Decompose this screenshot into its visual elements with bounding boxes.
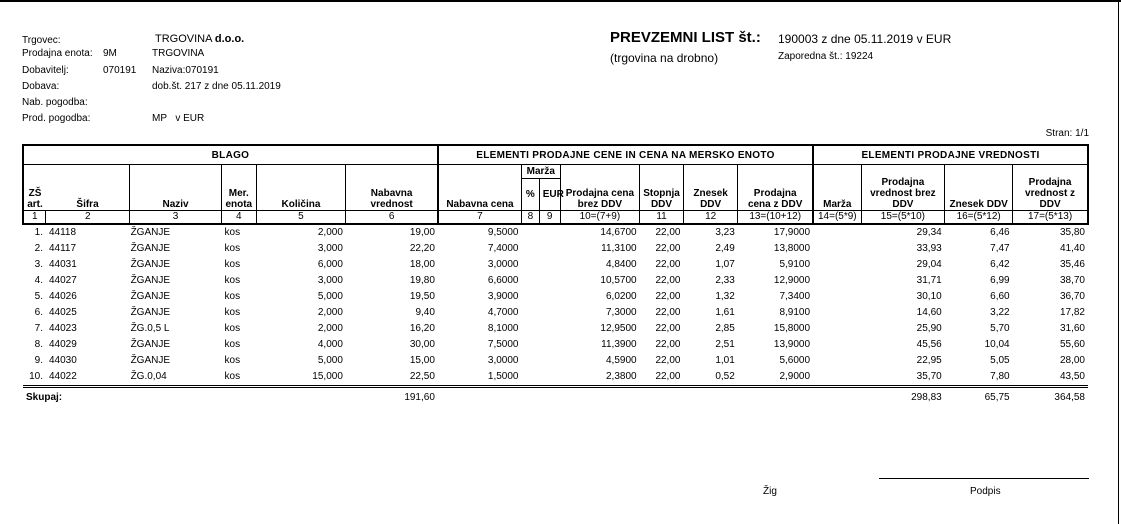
- total-pv-z-ddv: 364,58: [1013, 387, 1088, 407]
- cell-znesek-ddv: 0,52: [715, 371, 735, 382]
- cell-marza-pct: [522, 257, 540, 273]
- group-elementi-vrednosti: ELEMENTI PRODAJNE VREDNOSTI: [813, 145, 1088, 165]
- cell-pv-brez: 35,70: [916, 371, 942, 382]
- stamp-label: Žig: [763, 486, 777, 497]
- cell-marza-eur: [539, 353, 560, 369]
- cell-nabavna-vrednost: 19,50: [409, 291, 435, 302]
- dobava-label: Dobava:: [22, 81, 60, 92]
- cell-naziv: ŽGANJE: [130, 275, 171, 286]
- cell-pv-z: 31,60: [1059, 323, 1085, 334]
- top-border: [0, 0, 1121, 2]
- table-row: [23, 257, 1088, 273]
- col-header-pv-ddv: Znesek DDV: [945, 165, 1013, 211]
- page-number: Stran: 1/1: [1045, 128, 1089, 139]
- cell-sifra: 44029: [48, 339, 77, 350]
- col-header-stopnja-ddv: Stopnja DDV: [640, 165, 684, 211]
- cell-stopnja-ddv: 22,00: [655, 275, 681, 286]
- cell-prodajna-cena-z: 5,9100: [779, 259, 811, 270]
- cell-sifra: 44023: [48, 323, 77, 334]
- cell-naziv: ŽG.0,5 L: [130, 323, 170, 334]
- signature-label: Podpis: [970, 486, 1001, 497]
- column-number: 14=(5*9): [813, 211, 861, 225]
- column-header-row-top: [23, 165, 1088, 179]
- document-number: 190003 z dne 05.11.2019 v EUR: [778, 32, 952, 46]
- cell-pv-ddv: 5,70: [990, 323, 1010, 334]
- column-number: 11: [640, 211, 684, 225]
- cell-nabavna-vrednost: 30,00: [409, 339, 435, 350]
- cell-prodajna-cena-brez: 10,5700: [600, 275, 637, 286]
- cell-znesek-ddv: 3,23: [715, 227, 735, 238]
- cell-sifra: 44031: [48, 259, 77, 270]
- cell-prodajna-cena-brez: 12,9500: [600, 323, 637, 334]
- cell-mer-enota: kos: [224, 339, 241, 350]
- cell-nabavna-vrednost: 22,20: [409, 243, 435, 254]
- cell-marza-pct: [522, 224, 540, 241]
- cell-nabavna-vrednost: 15,00: [409, 355, 435, 366]
- cell-nabavna-cena: 3,0000: [487, 355, 519, 366]
- cell-naziv: ŽGANJE: [130, 259, 171, 270]
- cell-naziv: ŽGANJE: [130, 243, 171, 254]
- cell-prodajna-cena-z: 13,9000: [773, 339, 811, 350]
- cell-pv-brez: 14,60: [916, 307, 942, 318]
- cell-marza-eur: [539, 273, 560, 289]
- cell-marza-eur: [539, 257, 560, 273]
- total-pv-brez-ddv: 298,83: [861, 387, 945, 407]
- col-header-marza-pct: %: [522, 179, 540, 211]
- cell-znesek-ddv: 2,85: [715, 323, 735, 334]
- cell-mer-enota: kos: [224, 307, 241, 318]
- dobavitelj-code: 070191: [103, 65, 137, 76]
- col-header-pv-z: Prodajna vrednost z DDV: [1013, 165, 1088, 211]
- table-row: [23, 273, 1088, 289]
- trgovec-label: Trgovec:: [22, 35, 61, 46]
- cell-sifra: 44030: [48, 355, 77, 366]
- cell-marza-eur: [539, 224, 560, 241]
- cell-marza: [813, 224, 861, 241]
- group-blago: BLAGO: [23, 145, 438, 165]
- cell-prodajna-cena-z: 15,8000: [773, 323, 811, 334]
- col-header-prodajna-cena-z: Prodajna cena z DDV: [738, 165, 813, 211]
- cell-marza-eur: [539, 337, 560, 353]
- cell-nabavna-vrednost: 16,20: [409, 323, 435, 334]
- cell-marza-pct: [522, 289, 540, 305]
- cell-mer-enota: kos: [224, 243, 241, 254]
- column-number: 17=(5*13): [1013, 211, 1088, 225]
- cell-pv-ddv: 7,47: [990, 243, 1010, 254]
- cell-stopnja-ddv: 22,00: [655, 323, 681, 334]
- cell-prodajna-cena-brez: 11,3100: [601, 243, 637, 254]
- cell-sifra: 44022: [48, 371, 77, 382]
- column-number: 8: [522, 211, 540, 225]
- cell-marza-pct: [522, 337, 540, 353]
- cell-marza: [813, 241, 861, 257]
- col-header-marza: Marža: [813, 165, 861, 211]
- cell-naziv: ŽGANJE: [130, 307, 171, 318]
- cell-prodajna-cena-z: 2,9000: [779, 371, 811, 382]
- zaporedna-stevilka: Zaporedna št.: 19224: [778, 51, 874, 62]
- col-header-znesek-ddv: Znesek DDV: [683, 165, 737, 211]
- cell-row-index: 10.: [29, 371, 43, 382]
- cell-kolicina: 3,000: [317, 243, 343, 254]
- column-number: 5: [256, 211, 346, 225]
- cell-kolicina: 6,000: [317, 259, 343, 270]
- column-number-row: [23, 211, 1088, 225]
- cell-mer-enota: kos: [224, 355, 241, 366]
- cell-prodajna-cena-brez: 14,6700: [600, 227, 637, 238]
- nab-pogodba-label: Nab. pogodba:: [22, 97, 88, 108]
- cell-marza-pct: [522, 369, 540, 387]
- cell-znesek-ddv: 2,51: [715, 339, 735, 350]
- cell-marza: [813, 257, 861, 273]
- cell-marza: [813, 305, 861, 321]
- cell-stopnja-ddv: 22,00: [655, 291, 681, 302]
- column-number: 7: [438, 211, 522, 225]
- cell-mer-enota: kos: [224, 323, 241, 334]
- cell-prodajna-cena-z: 12,9000: [773, 275, 811, 286]
- cell-naziv: ŽGANJE: [130, 227, 171, 238]
- col-header-kolicina: Količina: [256, 165, 346, 211]
- cell-nabavna-cena: 1,5000: [487, 371, 519, 382]
- column-number: 16=(5*12): [945, 211, 1013, 225]
- cell-mer-enota: kos: [224, 259, 241, 270]
- cell-pv-ddv: 6,42: [990, 259, 1010, 270]
- dobava-value: dob.št. 217 z dne 05.11.2019: [152, 81, 281, 92]
- cell-prodajna-cena-z: 7,3400: [779, 291, 811, 302]
- trgovec-suffix: d.o.o.: [214, 33, 245, 45]
- cell-nabavna-vrednost: 22,50: [409, 371, 435, 382]
- cell-prodajna-cena-brez: 6,0200: [605, 291, 637, 302]
- cell-row-index: 6.: [34, 307, 43, 318]
- cell-marza: [813, 353, 861, 369]
- cell-naziv: ŽG.0,04: [130, 371, 167, 382]
- cell-marza-eur: [539, 241, 560, 257]
- col-header-mer-enota: Mer. enota: [222, 165, 256, 211]
- cell-marza: [813, 369, 861, 387]
- cell-sifra: 44025: [48, 307, 77, 318]
- col-header-pv-brez: Prodajna vrednost brez DDV: [861, 165, 945, 211]
- cell-stopnja-ddv: 22,00: [655, 371, 681, 382]
- document-title: PREVZEMNI LIST št.:: [610, 29, 761, 46]
- cell-pv-brez: 30,10: [916, 291, 942, 302]
- column-number: 2: [46, 211, 130, 225]
- cell-kolicina: 3,000: [317, 275, 343, 286]
- cell-nabavna-cena: 4,7000: [487, 307, 519, 318]
- cell-marza-eur: [539, 369, 560, 387]
- table-row: [23, 337, 1088, 353]
- cell-pv-z: 55,60: [1059, 339, 1085, 350]
- col-header-nabavna-vrednost: Nabavna vrednost: [346, 165, 438, 211]
- cell-pv-ddv: 6,46: [990, 227, 1010, 238]
- cell-row-index: 3.: [34, 259, 43, 270]
- cell-marza: [813, 289, 861, 305]
- items-table: [22, 144, 1089, 406]
- cell-pv-brez: 25,90: [916, 323, 942, 334]
- document-subtitle: (trgovina na drobno): [610, 51, 719, 65]
- cell-pv-ddv: 7,80: [990, 371, 1010, 382]
- cell-marza-eur: [539, 289, 560, 305]
- col-header-zs: ZŠ art.: [23, 165, 46, 211]
- cell-mer-enota: kos: [224, 275, 241, 286]
- cell-naziv: ŽGANJE: [130, 339, 171, 350]
- group-elementi-cene: ELEMENTI PRODAJNE CENE IN CENA NA MERSKO ENOTO: [438, 145, 813, 165]
- cell-nabavna-vrednost: 19,80: [409, 275, 435, 286]
- cell-pv-brez: 29,34: [916, 227, 942, 238]
- table-row: [23, 241, 1088, 257]
- cell-kolicina: 5,000: [317, 291, 343, 302]
- total-nabavna-vrednost: 191,60: [346, 387, 438, 407]
- cell-marza: [813, 321, 861, 337]
- cell-nabavna-cena: 6,6000: [487, 275, 519, 286]
- cell-naziv: ŽGANJE: [130, 291, 171, 302]
- total-row: [23, 387, 1088, 407]
- cell-prodajna-cena-z: 13,8000: [773, 243, 811, 254]
- cell-pv-z: 43,50: [1059, 371, 1085, 382]
- cell-prodajna-cena-z: 17,9000: [773, 227, 811, 238]
- cell-stopnja-ddv: 22,00: [655, 259, 681, 270]
- cell-pv-brez: 22,95: [916, 355, 942, 366]
- cell-prodajna-cena-z: 5,6000: [779, 355, 811, 366]
- signature-line: [879, 478, 1089, 479]
- cell-kolicina: 2,000: [317, 227, 343, 238]
- cell-row-index: 8.: [34, 339, 43, 350]
- prodajna-value: TRGOVINA: [152, 48, 205, 59]
- cell-nabavna-vrednost: 18,00: [409, 259, 435, 270]
- cell-nabavna-vrednost: 9,40: [415, 307, 435, 318]
- cell-stopnja-ddv: 22,00: [655, 243, 681, 254]
- cell-kolicina: 2,000: [317, 307, 343, 318]
- cell-pv-brez: 33,93: [916, 243, 942, 254]
- cell-znesek-ddv: 2,33: [715, 275, 735, 286]
- cell-nabavna-cena: 7,4000: [487, 243, 519, 254]
- column-number: 10=(7+9): [560, 211, 639, 225]
- cell-pv-z: 17,82: [1059, 307, 1085, 318]
- cell-pv-z: 38,70: [1059, 275, 1085, 286]
- column-number: 12: [683, 211, 737, 225]
- column-number: 3: [130, 211, 222, 225]
- column-number: 6: [346, 211, 438, 225]
- cell-row-index: 4.: [34, 275, 43, 286]
- cell-mer-enota: kos: [224, 291, 241, 302]
- cell-marza-pct: [522, 305, 540, 321]
- prod-pogodba-currency: v EUR: [175, 113, 205, 124]
- table-row: [23, 289, 1088, 305]
- cell-sifra: 44117: [48, 243, 77, 254]
- cell-prodajna-cena-brez: 7,3000: [605, 307, 637, 318]
- cell-marza-eur: [539, 305, 560, 321]
- prod-pogodba-label: Prod. pogodba:: [22, 113, 91, 124]
- cell-pv-brez: 31,71: [916, 275, 942, 286]
- cell-marza-pct: [522, 241, 540, 257]
- column-number: 9: [539, 211, 560, 225]
- cell-pv-z: 35,80: [1059, 227, 1085, 238]
- table-row: [23, 369, 1088, 387]
- column-number: 4: [222, 211, 256, 225]
- table-row: [23, 353, 1088, 369]
- cell-row-index: 9.: [34, 355, 43, 366]
- cell-prodajna-cena-brez: 11,3900: [601, 339, 637, 350]
- cell-pv-z: 28,00: [1059, 355, 1085, 366]
- cell-kolicina: 5,000: [317, 355, 343, 366]
- cell-pv-brez: 29,04: [916, 259, 942, 270]
- cell-pv-z: 41,40: [1059, 243, 1085, 254]
- cell-pv-ddv: 6,60: [990, 291, 1010, 302]
- group-header-row: [23, 145, 1088, 165]
- prod-pogodba-value: [152, 113, 204, 125]
- cell-mer-enota: kos: [224, 371, 241, 382]
- cell-nabavna-cena: 9,5000: [487, 227, 519, 238]
- cell-pv-ddv: 10,04: [984, 339, 1010, 350]
- cell-pv-brez: 45,56: [916, 339, 942, 350]
- cell-sifra: 44118: [48, 227, 77, 238]
- column-number: 13=(10+12): [738, 211, 813, 225]
- cell-nabavna-cena: 7,5000: [487, 339, 519, 350]
- cell-prodajna-cena-brez: 4,8400: [605, 259, 637, 270]
- cell-stopnja-ddv: 22,00: [655, 307, 681, 318]
- cell-marza-pct: [522, 273, 540, 289]
- cell-nabavna-cena: 3,9000: [487, 291, 519, 302]
- col-header-naziv: Naziv: [130, 165, 222, 211]
- cell-marza-pct: [522, 321, 540, 337]
- cell-pv-z: 35,46: [1059, 259, 1085, 270]
- cell-nabavna-cena: 8,1000: [487, 323, 519, 334]
- cell-mer-enota: kos: [224, 227, 241, 238]
- cell-sifra: 44027: [48, 275, 77, 286]
- cell-pv-ddv: 3,22: [990, 307, 1010, 318]
- cell-stopnja-ddv: 22,00: [655, 355, 681, 366]
- trgovec-value: [155, 33, 244, 45]
- cell-marza-eur: [539, 321, 560, 337]
- prodajna-label: Prodajna enota:: [22, 48, 93, 59]
- cell-row-index: 7.: [34, 323, 43, 334]
- col-header-marza-group: Marža: [522, 165, 561, 179]
- cell-stopnja-ddv: 22,00: [655, 227, 681, 238]
- cell-prodajna-cena-brez: 4,5900: [605, 355, 637, 366]
- cell-nabavna-cena: 3,0000: [487, 259, 519, 270]
- cell-marza: [813, 273, 861, 289]
- prodajna-code: 9M: [103, 48, 117, 59]
- col-header-sifra: Šifra: [76, 199, 99, 210]
- cell-znesek-ddv: 1,01: [715, 355, 735, 366]
- cell-kolicina: 15,000: [312, 371, 343, 382]
- cell-row-index: 2.: [34, 243, 43, 254]
- cell-pv-z: 36,70: [1059, 291, 1085, 302]
- cell-znesek-ddv: 1,32: [715, 291, 735, 302]
- cell-sifra: 44026: [48, 291, 77, 302]
- cell-znesek-ddv: 1,61: [715, 307, 735, 318]
- cell-naziv: ŽGANJE: [130, 355, 171, 366]
- prod-pogodba-type: MP: [152, 113, 167, 124]
- cell-marza: [813, 337, 861, 353]
- cell-kolicina: 2,000: [317, 323, 343, 334]
- cell-row-index: 1.: [34, 227, 43, 238]
- dobavitelj-label: Dobavitelj:: [22, 65, 69, 76]
- cell-pv-ddv: 5,05: [990, 355, 1010, 366]
- cell-prodajna-cena-brez: 2,3800: [605, 371, 637, 382]
- cell-row-index: 5.: [34, 291, 43, 302]
- cell-znesek-ddv: 1,07: [715, 259, 735, 270]
- right-border: [1118, 0, 1119, 524]
- cell-pv-ddv: 6,99: [990, 275, 1010, 286]
- col-header-prodajna-cena-brez: Prodajna cena brez DDV: [560, 165, 639, 211]
- total-label: Skupaj:: [23, 387, 222, 407]
- trgovec-name: TRGOVINA: [155, 33, 212, 45]
- table-row: [23, 305, 1088, 321]
- cell-stopnja-ddv: 22,00: [655, 339, 681, 350]
- cell-znesek-ddv: 2,49: [715, 243, 735, 254]
- table-row: [23, 224, 1088, 241]
- column-number: 15=(5*10): [861, 211, 945, 225]
- cell-prodajna-cena-z: 8,9100: [779, 307, 811, 318]
- col-header-marza-eur: EUR: [539, 179, 560, 211]
- total-znesek-ddv: 65,75: [945, 387, 1013, 407]
- dobavitelj-value: Naziva:070191: [152, 65, 219, 76]
- cell-nabavna-vrednost: 19,00: [409, 227, 435, 238]
- cell-marza-pct: [522, 353, 540, 369]
- table-row: [23, 321, 1088, 337]
- cell-kolicina: 4,000: [317, 339, 343, 350]
- col-header-nabavna-cena: Nabavna cena: [438, 165, 522, 211]
- column-number: 1: [23, 211, 46, 225]
